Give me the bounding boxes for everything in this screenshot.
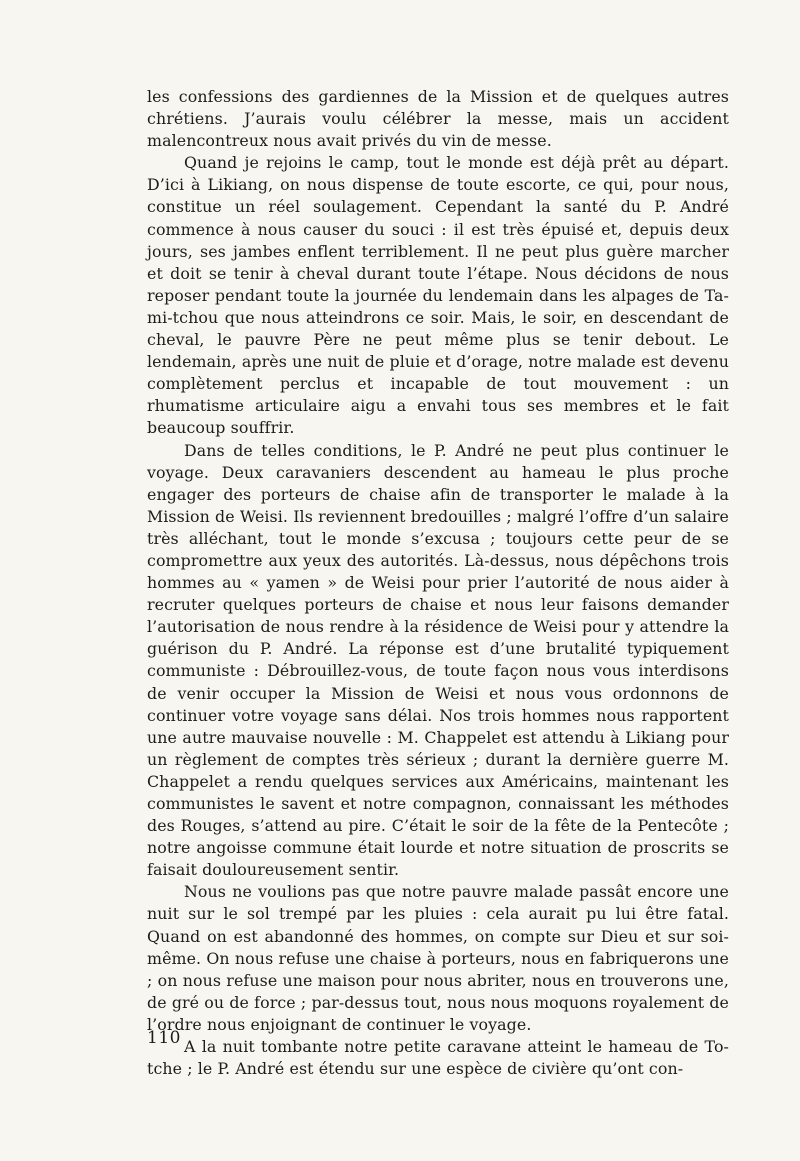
paragraph-5: A la nuit tombante notre petite caravane atteint le hameau de To-tche ; le P. André est étendu sur une espèce de civière qu’ont con-: [147, 1037, 729, 1079]
body-text: [147, 86, 729, 1080]
paragraph-1: les confessions des gardiennes de la Mission et de quelques autres chrétiens. J’aurais voulu célébrer la messe, mais un accident malencontreux nous avait privés du vin de messe.: [147, 87, 729, 151]
paragraph-3: Dans de telles conditions, le P. André ne peut plus continuer le voyage. Deux caravaniers descendent au hameau le plus proche engager des porteurs de chaise afin de transporter le malade à la Mission de Weisi. Ils reviennent bredouilles ; malgré l’offre d’un salaire très alléchant, tout le monde s’excusa ; toujours cette peur de se compromettre aux yeux des autorités. Là-dessus, nous dépêchons trois hommes au « yamen » de Weisi pour prier l’autorité de nous aider à recruter quelques porteurs de chaise et nous leur faisons demander l’autorisation de nous rendre à la résidence de Weisi pour y attendre la guérison du P. André. La réponse est d’une brutalité typiquement communiste : Débrouillez-vous, de toute façon nous vous interdisons de venir occuper la Mission de Weisi et nous vous ordonnons de continuer votre voyage sans délai. Nos trois hommes nous rapportent une autre mauvaise nouvelle : M. Chappelet est attendu à Likiang pour un règlement de comptes très sérieux ; durant la dernière guerre M. Chappelet a rendu quelques services aux Américains, maintenant les communistes le savent et notre compagnon, connaissant les méthodes des Rouges, s’attend au pire. C’était le soir de la fête de la Pentecôte ; notre angoisse commune était lourde et notre situation de proscrits se faisait douloureusement sentir.: [147, 440, 729, 880]
page-number: 110: [147, 1028, 181, 1048]
paragraph-2: Quand je rejoins le camp, tout le monde est déjà prêt au départ. D’ici à Likiang, on nous dispense de toute escorte, ce qui, pour nous, constitue un réel soulagement. Cependant la santé du P. André commence à nous causer du souci : il est très épuisé et, depuis deux jours, ses jambes enflent terriblement. Il ne peut plus guère marcher et doit se tenir à cheval durant toute l’étape. Nous décidons de nous reposer pendant toute la journée du lendemain dans les alpages de Ta-mi-tchou que nous atteindrons ce soir. Mais, le soir, en descendant de cheval, le pauvre Père ne peut même plus se tenir debout. Le lendemain, après une nuit de pluie et d’orage, notre malade est devenu complètement perclus et incapable de tout mouvement : un rhumatisme articulaire aigu a envahi tous ses membres et le fait beaucoup souffrir.: [147, 153, 729, 438]
paragraph-4: Nous ne voulions pas que notre pauvre malade passât encore une nuit sur le sol trempé par les pluies : cela aurait pu lui être fatal. Quand on est abandonné des hommes, on compte sur Dieu et sur soi-même. On nous refuse une chaise à porteurs, nous en fabriquerons une ; on nous refuse une maison pour nous abriter, nous en trouverons une, de gré ou de force ; par-dessus tout, nous nous moquons royalement de l’ordre nous enjoignant de continuer le voyage.: [147, 882, 729, 1034]
